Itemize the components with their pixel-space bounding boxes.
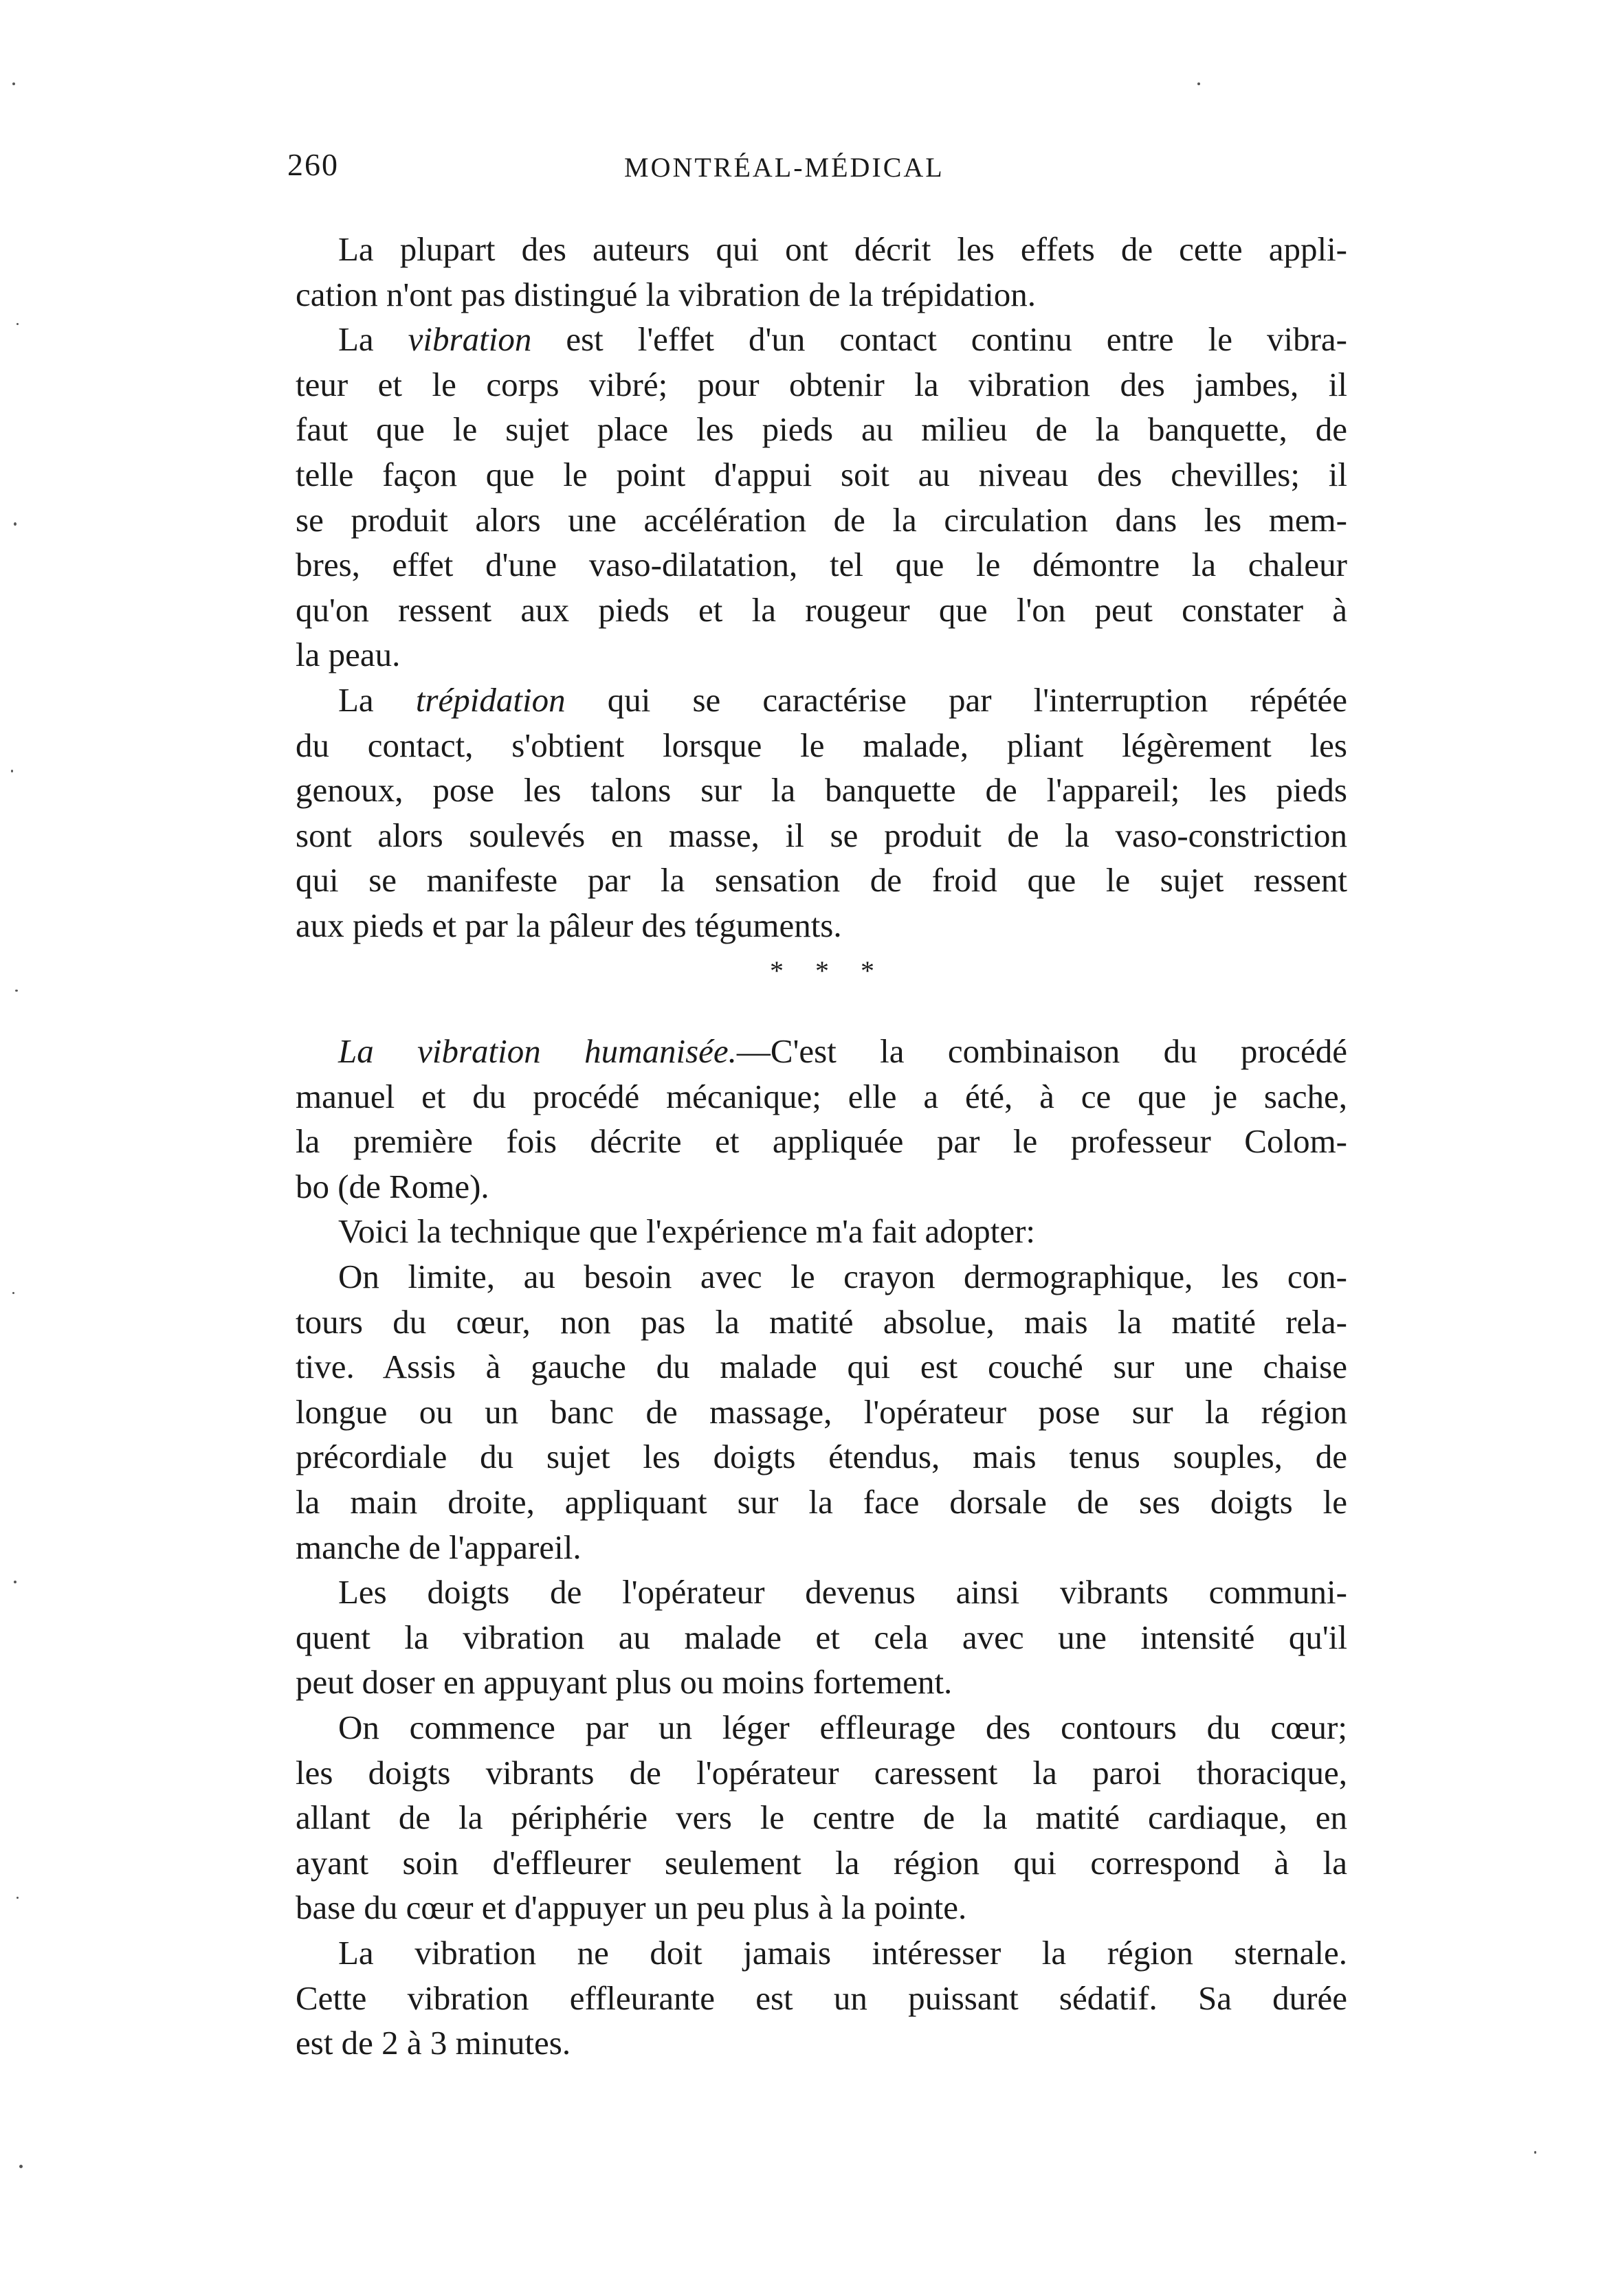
- scan-speck: [16, 1897, 19, 1899]
- paragraph: [296, 1254, 1347, 1570]
- text-line: La plupart des auteurs qui ont décrit les effets de cette appli-: [338, 230, 1347, 268]
- scan-speck: [15, 990, 18, 992]
- text-line: faut que le sujet place les pieds au milieu de la banquette, de: [296, 410, 1347, 449]
- text-line: tive. Assis à gauche du malade qui est couché sur une chaise: [296, 1348, 1347, 1386]
- text-line: teur et le corps vibré; pour obtenir la vibration des jambes, il: [296, 365, 1347, 403]
- page-number: 260: [287, 147, 339, 182]
- text-line: [296, 678, 1347, 723]
- text-line: genoux, pose les talons sur la banquette de l'appareil; les pieds: [296, 771, 1347, 810]
- text-line: telle façon que le point d'appui soit au niveau des chevilles; il: [296, 455, 1347, 493]
- scan-speck: [19, 2165, 23, 2168]
- text-line: la main droite, appliquant sur la face dorsale de ses doigts le: [296, 1483, 1347, 1522]
- journal-title: MONTRÉAL-MÉDICAL: [624, 152, 944, 183]
- text-run: La: [338, 320, 408, 359]
- text-line: Les doigts de l'opérateur devenus ainsi vibrants communi-: [338, 1573, 1347, 1612]
- text-line: sont alors soulevés en masse, il se produit de la vaso-constriction: [296, 816, 1347, 854]
- text-line: Voici la technique que l'expérience m'a fait adopter:: [338, 1212, 1036, 1251]
- text-run: est l'effet d'un contact continu entre le vibra-: [531, 320, 1347, 359]
- paragraph: [296, 1209, 1347, 1254]
- text-line: longue ou un banc de massage, l'opérateur pose sur la région: [296, 1392, 1347, 1431]
- scan-speck: [1534, 2151, 1536, 2154]
- text-line: Cette vibration effleurante est un puissant sédatif. Sa durée: [296, 1979, 1347, 2017]
- text-line: est de 2 à 3 minutes.: [296, 2024, 571, 2062]
- text-line: cation n'ont pas distingué la vibration de la trépidation.: [296, 275, 1037, 313]
- text-line: manche de l'appareil.: [296, 1528, 582, 1566]
- text-line: qui se manifeste par la sensation de froid que le sujet ressent: [296, 861, 1347, 900]
- text-line: les doigts vibrants de l'opérateur caressent la paroi thoracique,: [296, 1753, 1347, 1792]
- text-line: [296, 317, 1347, 362]
- text-line: La vibration ne doit jamais intéresser la région sternale.: [338, 1933, 1347, 1972]
- text-line: se produit alors une accélération de la circulation dans les mem-: [296, 500, 1347, 539]
- text-run: La: [338, 680, 416, 719]
- text-run: qui se caractérise par l'interruption répétée: [565, 680, 1347, 719]
- running-head: [287, 141, 978, 189]
- text-line: quent la vibration au malade et cela avec une intensité qu'il: [296, 1618, 1347, 1656]
- paragraph: [296, 1029, 1347, 1209]
- scan-speck: [12, 1292, 14, 1294]
- text-line: allant de la périphérie vers le centre de la matité cardiaque, en: [296, 1798, 1347, 1837]
- text-line: du contact, s'obtient lorsque le malade, pliant légèrement les: [296, 726, 1347, 764]
- scan-speck: [14, 1581, 16, 1583]
- spacer: [296, 993, 1347, 1029]
- text-line: peut doser en appuyant plus ou moins fortement.: [296, 1663, 953, 1702]
- text-line: la peau.: [296, 636, 401, 674]
- scan-speck: [14, 522, 16, 526]
- text-line: bo (de Rome).: [296, 1167, 489, 1205]
- text-line: bres, effet d'une vaso-dilatation, tel que le démontre la chaleur: [296, 546, 1347, 584]
- text-fragment: [338, 320, 1347, 358]
- text-line: ayant soin d'effleurer seulement la région qui correspond à la: [296, 1843, 1347, 1882]
- text-line: la première fois décrite et appliquée par le professeur Colom-: [296, 1122, 1347, 1161]
- text-line: aux pieds et par la pâleur des téguments.: [296, 906, 842, 944]
- text-fragment: [338, 681, 1347, 719]
- text-line: qu'on ressent aux pieds et la rougeur que l'on peut constater à: [296, 590, 1347, 629]
- text-line: On limite, au besoin avec le crayon dermographique, les con-: [338, 1258, 1347, 1296]
- text-line: base du cœur et d'appuyer un peu plus à la pointe.: [296, 1888, 967, 1927]
- section-separator: * * *: [770, 955, 887, 986]
- paragraph: [296, 678, 1347, 948]
- italic-term: trépidation: [415, 680, 566, 719]
- italic-term: vibration: [408, 320, 532, 359]
- text-run: —C'est la combinaison du procédé: [736, 1032, 1347, 1071]
- text-line: manuel et du procédé mécanique; elle a été, à ce que je sache,: [296, 1077, 1347, 1115]
- paragraph: [296, 317, 1347, 678]
- text-line: [296, 1029, 1347, 1074]
- paragraph: [296, 1705, 1347, 1930]
- scan-speck: [12, 82, 15, 85]
- body-text: [296, 227, 1347, 2066]
- paragraph: [296, 1930, 1347, 2066]
- text-line: précordiale du sujet les doigts étendus, mais tenus souples, de: [296, 1438, 1347, 1476]
- paragraph: [296, 227, 1347, 317]
- text-fragment: [338, 1032, 1347, 1070]
- scan-speck: [16, 323, 19, 325]
- text-line: On commence par un léger effleurage des contours du cœur;: [338, 1708, 1347, 1746]
- scan-speck: [11, 770, 13, 772]
- italic-term: La vibration humanisée.: [338, 1032, 737, 1071]
- text-line: tours du cœur, non pas la matité absolue, mais la matité rela-: [296, 1302, 1347, 1341]
- paragraph: [296, 1570, 1347, 1705]
- scan-speck: [1197, 82, 1200, 85]
